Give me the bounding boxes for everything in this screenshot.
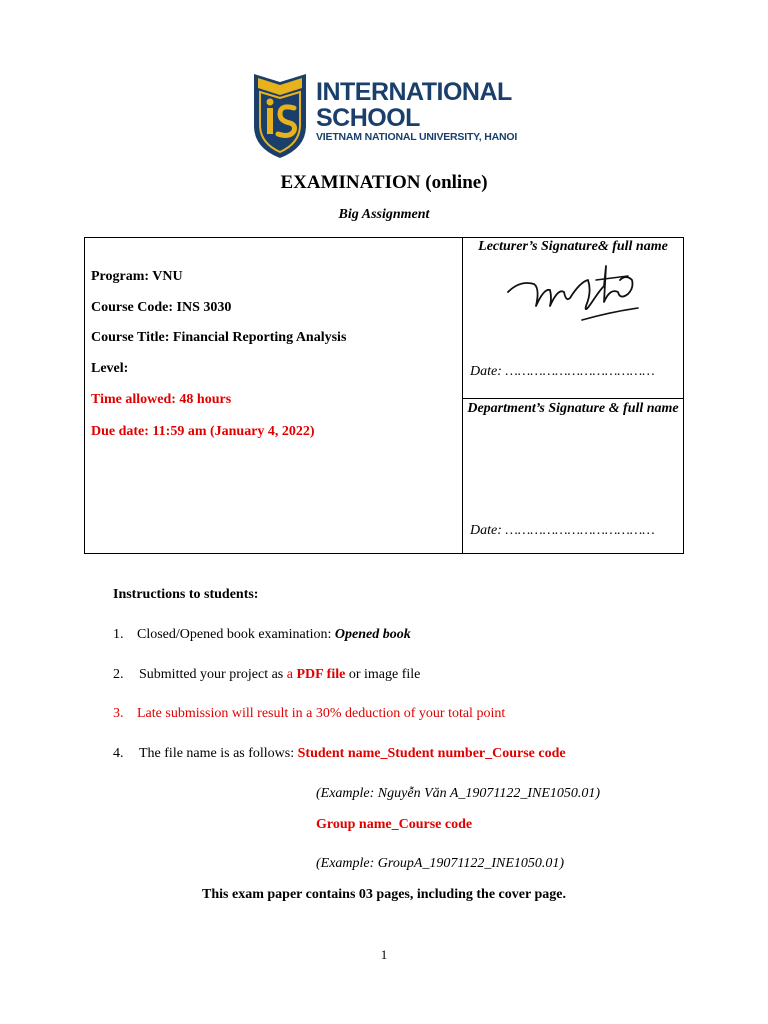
shield-emblem-icon bbox=[250, 68, 310, 160]
instructions-heading: Instructions to students: bbox=[113, 587, 259, 602]
instruction-item-3 bbox=[113, 706, 505, 722]
item-red-text: a bbox=[286, 667, 297, 682]
department-date-line: Date: ……………………………… bbox=[470, 523, 655, 538]
program-line: Program: VNU bbox=[91, 269, 183, 284]
item-bold-red-text: Student name_Student number_Course code bbox=[297, 746, 566, 761]
time-allowed-line: Time allowed: 48 hours bbox=[91, 392, 232, 407]
level-line: Level: bbox=[91, 361, 129, 376]
lecturer-date-line: Date: ……………………………… bbox=[470, 364, 655, 379]
logo-line-school: SCHOOL bbox=[316, 104, 420, 132]
course-code-line: Course Code: INS 3030 bbox=[91, 300, 232, 315]
school-logo bbox=[250, 68, 540, 160]
item-text: Submitted your project as bbox=[139, 667, 287, 682]
item-emphasis: Opened book bbox=[334, 627, 411, 642]
logo-line-international: INTERNATIONAL bbox=[316, 78, 512, 106]
lecturer-signature-label: Lecturer’s Signature& full name bbox=[478, 239, 668, 254]
item-text-end: or image file bbox=[345, 667, 421, 682]
example-individual: (Example: Nguyễn Văn A_19071122_INE1050.01) bbox=[316, 786, 601, 801]
box-vertical-divider bbox=[462, 237, 463, 554]
page-count-note: This exam paper contains 03 pages, including the cover page. bbox=[202, 887, 566, 902]
page-number: 1 bbox=[380, 947, 388, 962]
group-filename-format: Group name_Course code bbox=[316, 817, 473, 832]
department-signature-label: Department’s Signature & full name bbox=[467, 401, 679, 416]
lecturer-signature-image bbox=[500, 262, 650, 324]
item-number: 2. bbox=[113, 667, 124, 682]
item-text: The file name is as follows: bbox=[139, 746, 298, 761]
instruction-item-4 bbox=[113, 746, 566, 762]
item-text: Late submission will result in a 30% deduction of your total point bbox=[137, 706, 506, 721]
course-title-line: Course Title: Financial Reporting Analysis bbox=[91, 330, 347, 345]
instruction-item-2 bbox=[113, 667, 420, 683]
item-number: 1. bbox=[113, 627, 124, 642]
page-title: EXAMINATION (online) bbox=[280, 172, 488, 193]
page-subtitle: Big Assignment bbox=[338, 207, 430, 222]
instruction-item-1 bbox=[113, 627, 411, 643]
logo-line-university: VIETNAM NATIONAL UNIVERSITY, HANOI bbox=[316, 131, 518, 143]
item-text: Closed/Opened book examination: bbox=[137, 627, 335, 642]
item-number: 3. bbox=[113, 706, 124, 721]
item-bold-red-text: PDF file bbox=[296, 667, 346, 682]
due-date-line: Due date: 11:59 am (January 4, 2022) bbox=[91, 424, 315, 439]
item-number: 4. bbox=[113, 746, 124, 761]
example-group: (Example: GroupA_19071122_INE1050.01) bbox=[316, 856, 565, 871]
box-horizontal-divider bbox=[462, 398, 684, 399]
